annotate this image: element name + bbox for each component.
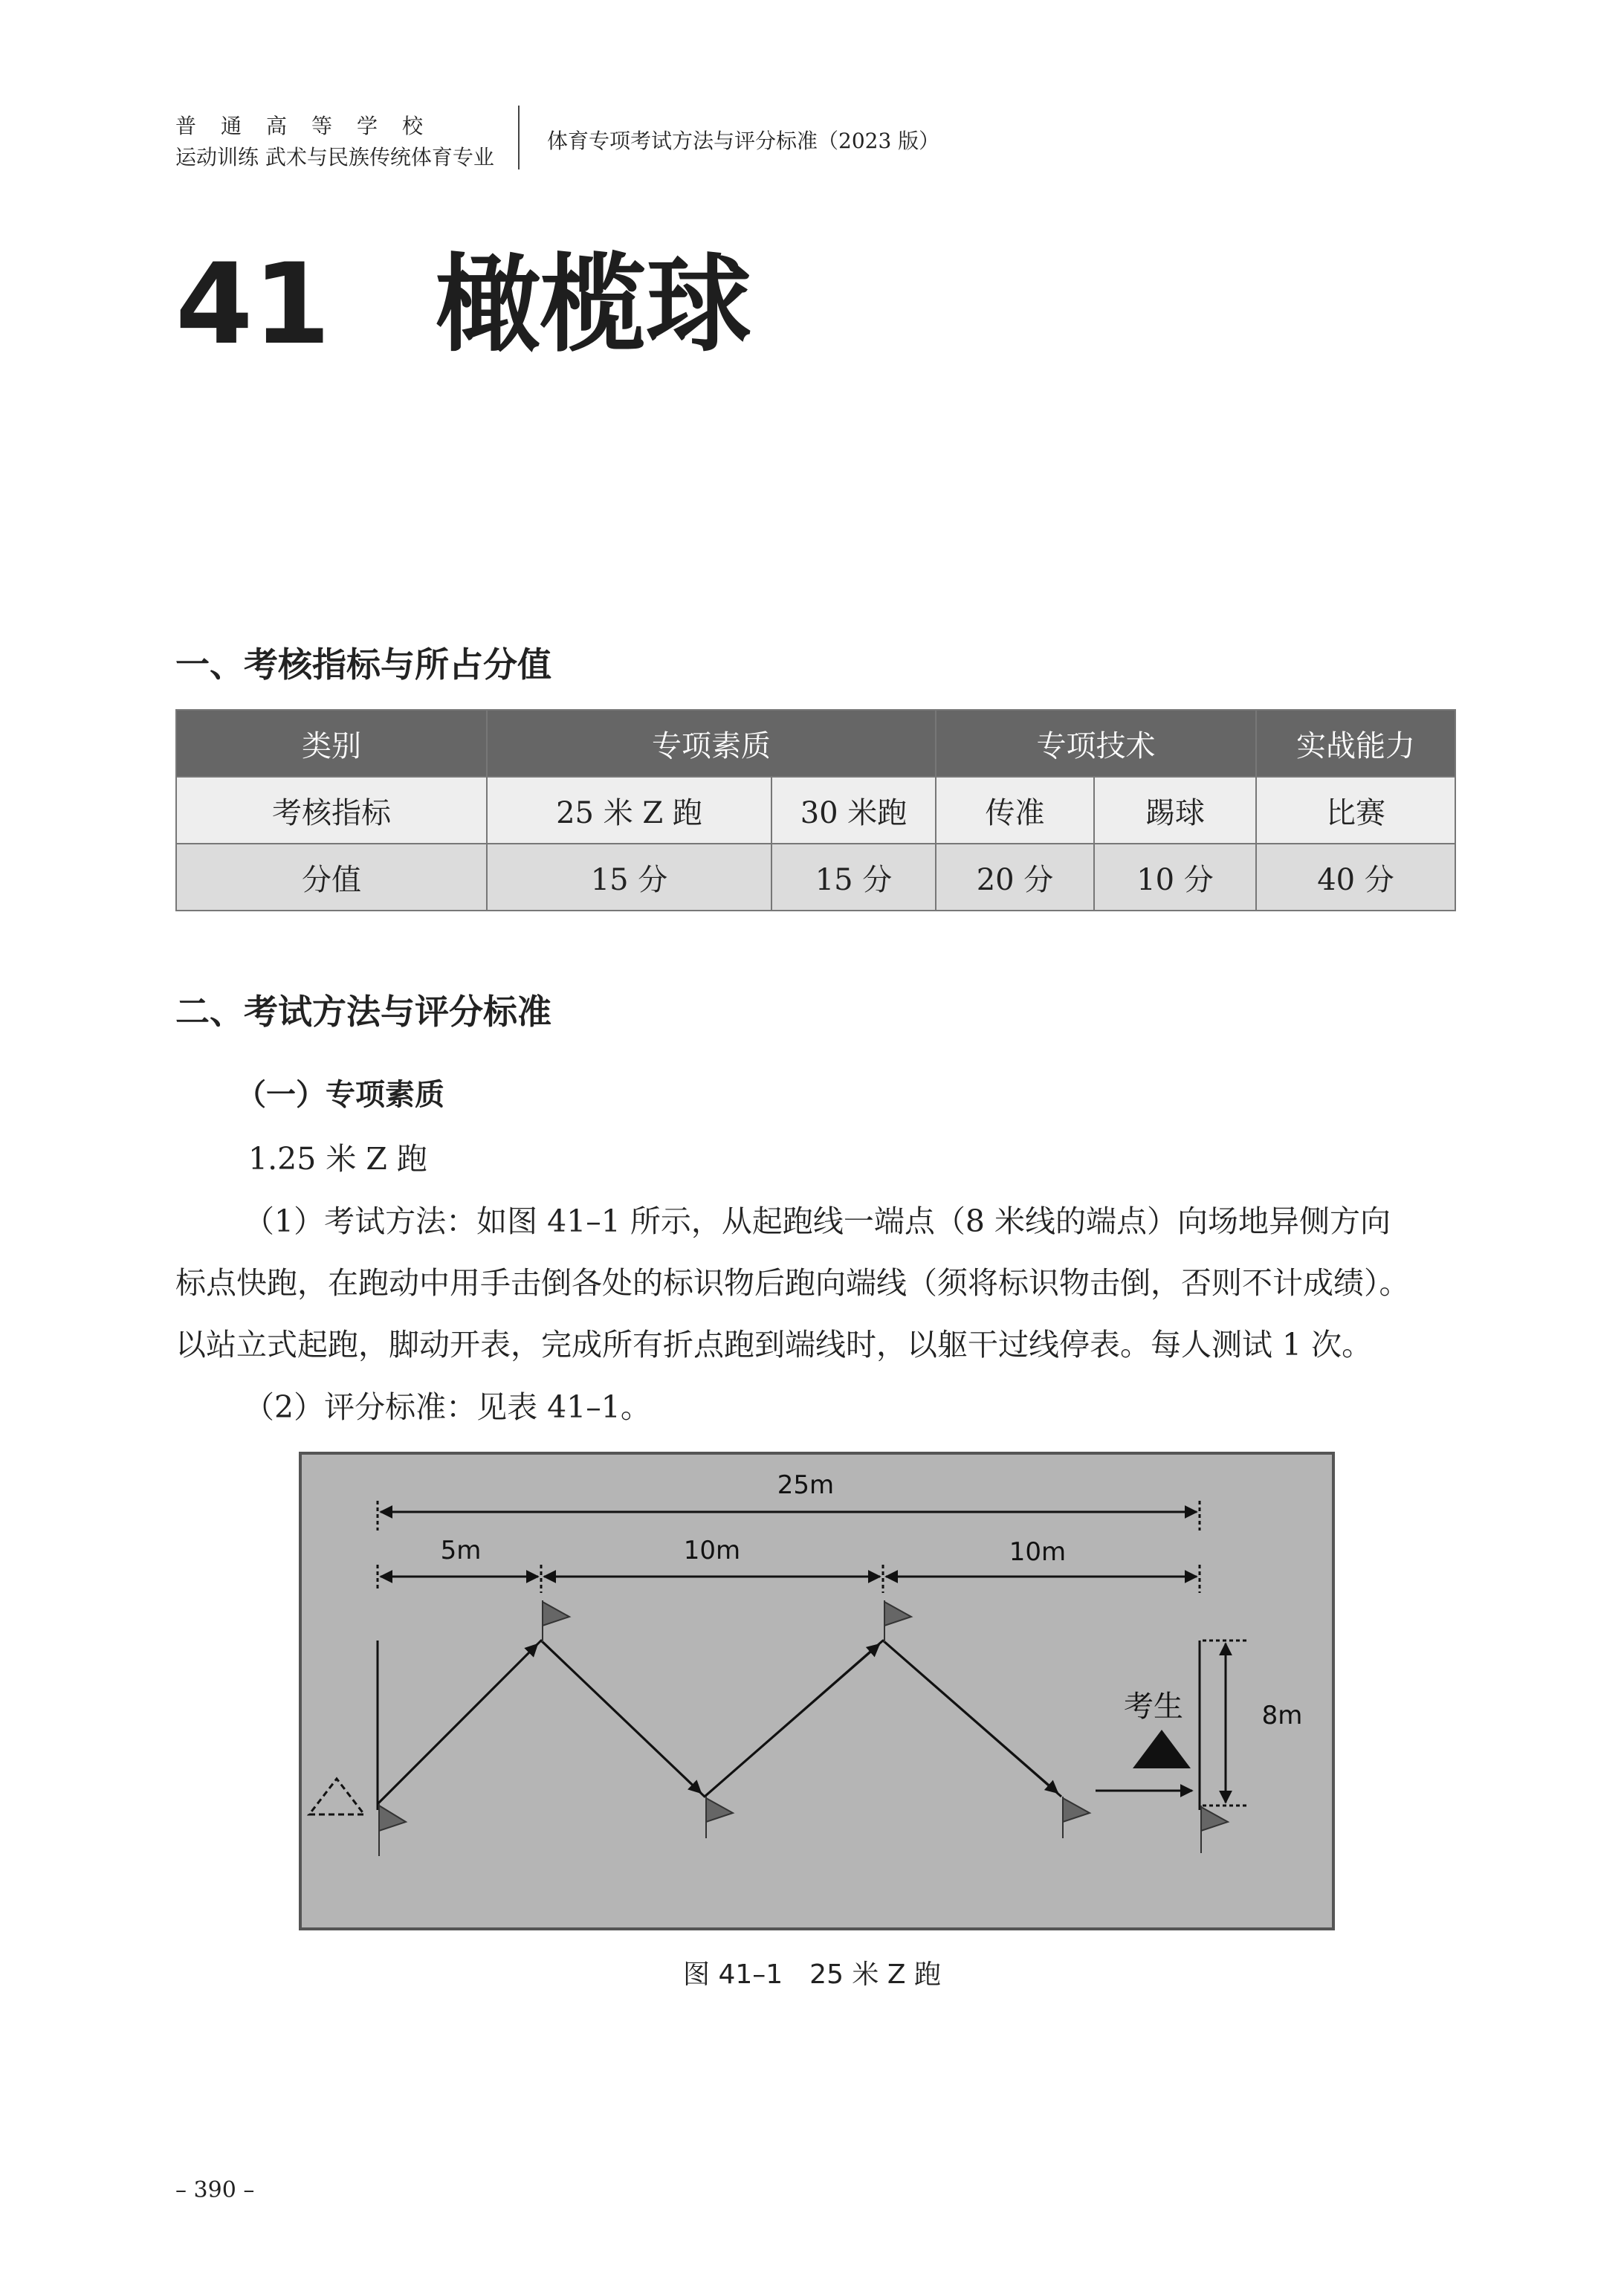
paragraph-line: （2）评分标准：见表 41–1。 bbox=[244, 1389, 651, 1425]
start-position-triangle bbox=[309, 1779, 364, 1814]
flag-icon bbox=[543, 1600, 569, 1642]
segment-length-label: 10m bbox=[1009, 1537, 1067, 1567]
segment-length-label: 5m bbox=[440, 1536, 482, 1565]
paragraph-line: 标点快跑，在跑动中用手击倒各处的标识物后跑向端线（须将标识物击倒，否则不计成绩）。 bbox=[175, 1265, 1410, 1301]
total-length-label: 25m bbox=[777, 1470, 835, 1500]
table-header-row bbox=[176, 710, 1455, 777]
segment-length-label: 10m bbox=[683, 1536, 741, 1565]
paragraph-line: （1）考试方法：如图 41–1 所示，从起跑线一端点（8 米线的端点）向场地异侧方向 bbox=[244, 1203, 1391, 1239]
header-series-line2: 运动训练 武术与民族传统体育专业 bbox=[175, 145, 494, 169]
table-row bbox=[176, 777, 1455, 844]
chapter-number: 41 bbox=[175, 240, 331, 369]
item-title: 1.25 米 Z 跑 bbox=[248, 1141, 427, 1177]
score-table bbox=[175, 709, 1456, 911]
subsection-heading: （一）专项素质 bbox=[236, 1077, 444, 1112]
run-arrow bbox=[378, 1644, 537, 1804]
table-row-label: 分值 bbox=[176, 844, 487, 911]
table-cell: 10 分 bbox=[1094, 844, 1256, 911]
figure-caption: 图 41–1 25 米 Z 跑 bbox=[683, 1959, 941, 1990]
table-cell: 30 米跑 bbox=[771, 777, 936, 844]
run-arrow bbox=[541, 1641, 701, 1793]
table-cell: 25 米 Z 跑 bbox=[487, 777, 771, 844]
flag-icon bbox=[884, 1600, 911, 1642]
page-number: – 390 – bbox=[175, 2177, 255, 2203]
examinee-triangle bbox=[1133, 1730, 1191, 1768]
run-arrow bbox=[883, 1641, 1058, 1793]
flag-icon bbox=[1201, 1806, 1228, 1853]
section1-heading: 一、考核指标与所占分值 bbox=[175, 644, 551, 685]
table-header-cell: 实战能力 bbox=[1256, 710, 1455, 777]
table-cell: 15 分 bbox=[487, 844, 771, 911]
paragraph-line: 以站立式起跑，脚动开表，完成所有折点跑到端线时，以躯干过线停表。每人测试 1 次。 bbox=[175, 1327, 1373, 1363]
run-arrow bbox=[705, 1644, 879, 1797]
flag-icon bbox=[379, 1804, 406, 1856]
chapter-title: 橄榄球 bbox=[435, 244, 751, 366]
width-label: 8m bbox=[1261, 1701, 1303, 1730]
header-book-title: 体育专项考试方法与评分标准（2023 版） bbox=[547, 129, 940, 153]
flag-icon bbox=[706, 1797, 733, 1838]
flag-icon bbox=[1063, 1797, 1090, 1838]
examinee-label: 考生 bbox=[1124, 1690, 1183, 1724]
table-cell: 传准 bbox=[936, 777, 1094, 844]
table-cell: 40 分 bbox=[1256, 844, 1455, 911]
table-header-cell: 专项技术 bbox=[936, 710, 1256, 777]
table-cell: 20 分 bbox=[936, 844, 1094, 911]
z-run-diagram bbox=[299, 1452, 1335, 1930]
table-cell: 15 分 bbox=[771, 844, 936, 911]
table-header-cell: 类别 bbox=[176, 710, 487, 777]
table-row bbox=[176, 844, 1455, 911]
table-row-label: 考核指标 bbox=[176, 777, 487, 844]
table-header-cell: 专项素质 bbox=[487, 710, 936, 777]
header-series-line1: 普通高等学校 bbox=[175, 114, 448, 138]
section2-heading: 二、考试方法与评分标准 bbox=[175, 992, 551, 1032]
table-cell: 踢球 bbox=[1094, 777, 1256, 844]
header-divider bbox=[518, 106, 520, 169]
run-path bbox=[378, 1641, 1061, 1804]
table-cell: 比赛 bbox=[1256, 777, 1455, 844]
